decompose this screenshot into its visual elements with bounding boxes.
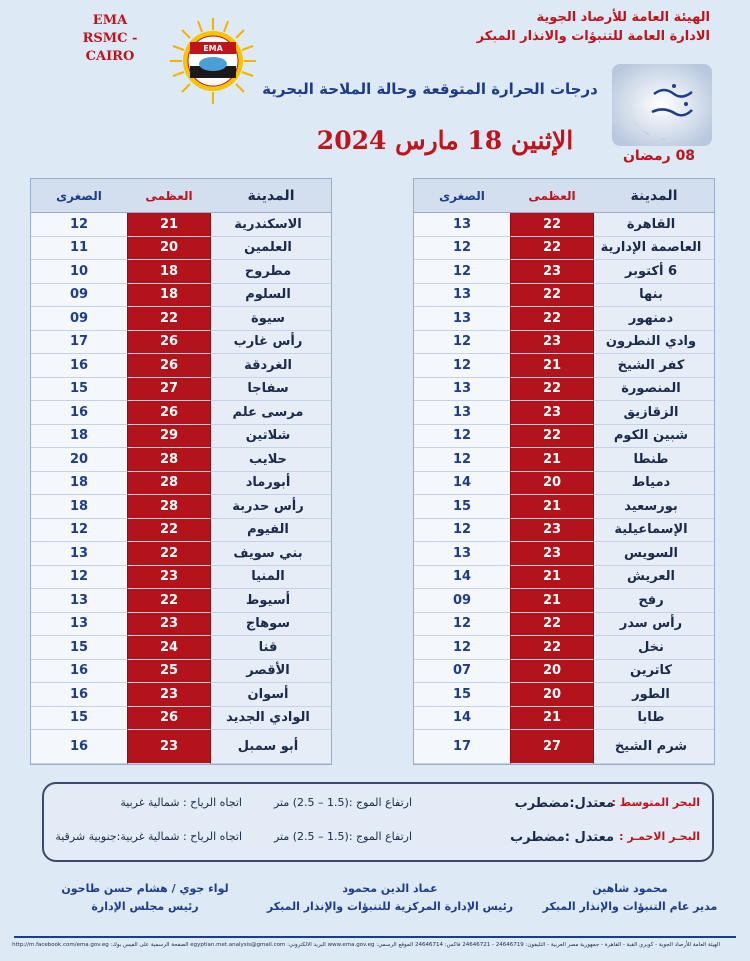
min-temp-cell: 13 [31, 613, 127, 637]
max-temp-cell: 22 [510, 307, 594, 331]
min-temp-cell: 07 [414, 660, 510, 684]
city-name-cell: أسيوط [211, 589, 331, 613]
table-row [31, 730, 331, 764]
table-header-row [414, 179, 714, 213]
column-header-min: الصغرى [414, 179, 510, 213]
table-row [31, 566, 331, 590]
city-name-cell: كاترين [594, 660, 714, 684]
max-temp-cell: 23 [127, 613, 211, 637]
table-row [31, 331, 331, 355]
max-temp-cell: 21 [510, 495, 594, 519]
city-name-cell: رأس حدربة [211, 495, 331, 519]
max-temp-cell: 28 [127, 495, 211, 519]
city-name-cell: الغردقة [211, 354, 331, 378]
footer-divider [14, 936, 736, 938]
min-temp-cell: 13 [414, 284, 510, 308]
city-name-cell: 6 أكتوبر [594, 260, 714, 284]
min-temp-cell: 13 [414, 213, 510, 237]
min-temp-cell: 20 [31, 448, 127, 472]
min-temp-cell: 16 [31, 401, 127, 425]
table-row [31, 707, 331, 731]
city-name-cell: طنطا [594, 448, 714, 472]
max-temp-cell: 26 [127, 707, 211, 731]
table-row [414, 613, 714, 637]
city-name-cell: العريش [594, 566, 714, 590]
max-temp-cell: 22 [510, 378, 594, 402]
max-temp-cell: 21 [510, 707, 594, 731]
ema-label: EMA [92, 13, 128, 28]
table-row [414, 307, 714, 331]
max-temp-cell: 26 [127, 354, 211, 378]
min-temp-cell: 14 [414, 707, 510, 731]
table-row [31, 472, 331, 496]
max-temp-cell: 22 [127, 589, 211, 613]
max-temp-cell: 26 [127, 401, 211, 425]
table-row [414, 237, 714, 261]
table-row [31, 425, 331, 449]
table-row [414, 495, 714, 519]
table-row [31, 401, 331, 425]
table-row [414, 472, 714, 496]
min-temp-cell: 13 [414, 378, 510, 402]
table-row [31, 542, 331, 566]
city-name-cell: كفر الشيخ [594, 354, 714, 378]
sea-name: البحـر الاحمـر : [619, 830, 700, 843]
min-temp-cell: 12 [414, 519, 510, 543]
table-row [31, 660, 331, 684]
max-temp-cell: 23 [510, 519, 594, 543]
city-name-cell: سفاجا [211, 378, 331, 402]
city-name-cell: الفيوم [211, 519, 331, 543]
city-name-cell: رأس سدر [594, 613, 714, 637]
signature-name: عماد الدين محمود [342, 882, 438, 895]
min-temp-cell: 12 [414, 354, 510, 378]
footer-contact-info: الهيئة العامة للأرصاد الجوية - كوبري القبة - القاهرة - جمهورية مصر العربية - التليفون: 24646719 - 24646721 فاكس: 24646714 الموقع الرسمي: www.ema.gov.eg البريد الالكتروني: egyptian.met.analysis@gmail.com الصفحة الرسمية على الفيس بوك: http://m.facebook.com/ema.gov.eg [12, 942, 720, 948]
wind-direction: اتجاه الرياح : شمالية غربية:جنوبية شرقية [55, 830, 242, 843]
max-temp-cell: 25 [127, 660, 211, 684]
max-temp-cell: 21 [127, 213, 211, 237]
min-temp-cell: 12 [31, 566, 127, 590]
city-name-cell: الطور [594, 683, 714, 707]
city-name-cell: السويس [594, 542, 714, 566]
wave-height: ارتفاع الموج :(1.5 – 2.5) متر [273, 830, 412, 843]
max-temp-cell: 22 [510, 213, 594, 237]
max-temp-cell: 27 [510, 730, 594, 764]
max-temp-cell: 23 [127, 730, 211, 764]
wave-height: ارتفاع الموج :(1.5 – 2.5) متر [273, 796, 412, 809]
min-temp-cell: 13 [31, 542, 127, 566]
table-row [414, 730, 714, 764]
max-temp-cell: 22 [510, 425, 594, 449]
max-temp-cell: 28 [127, 472, 211, 496]
org-line-1: الهيئة العامة للأرصاد الجوية [536, 10, 710, 25]
table-header-row [31, 179, 331, 213]
min-temp-cell: 16 [31, 660, 127, 684]
city-name-cell: رفح [594, 589, 714, 613]
rsmc-label: RSMC - CAIRO [82, 31, 138, 64]
signature-chairman [40, 880, 250, 916]
table-row [31, 613, 331, 637]
city-name-cell: السلوم [211, 284, 331, 308]
ema-logo-icon [168, 16, 258, 106]
city-name-cell: الزقازيق [594, 401, 714, 425]
min-temp-cell: 17 [414, 730, 510, 764]
column-header-min: الصغرى [31, 179, 127, 213]
forecast-date: الإثنين 18 مارس 2024 [316, 126, 574, 155]
right-temperature-table [413, 178, 715, 765]
max-temp-cell: 29 [127, 425, 211, 449]
column-header-city: المدينة [211, 179, 331, 213]
city-name-cell: طابا [594, 707, 714, 731]
sea-row-mediterranean [44, 796, 712, 816]
table-row [31, 519, 331, 543]
min-temp-cell: 13 [414, 401, 510, 425]
city-name-cell: سيوة [211, 307, 331, 331]
max-temp-cell: 22 [510, 636, 594, 660]
min-temp-cell: 13 [414, 542, 510, 566]
table-row [31, 284, 331, 308]
city-name-cell: المنيا [211, 566, 331, 590]
signature-title: مدير عام التنبؤات والإنذار المبكر [542, 900, 718, 913]
table-row [414, 589, 714, 613]
table-row [414, 519, 714, 543]
min-temp-cell: 09 [31, 307, 127, 331]
min-temp-cell: 13 [414, 307, 510, 331]
table-row [31, 683, 331, 707]
min-temp-cell: 12 [414, 260, 510, 284]
max-temp-cell: 20 [510, 660, 594, 684]
table-row [414, 542, 714, 566]
table-row [31, 495, 331, 519]
column-header-max: العظمى [510, 179, 594, 213]
table-row [414, 707, 714, 731]
sea-row-red-sea [44, 830, 712, 850]
min-temp-cell: 12 [414, 331, 510, 355]
min-temp-cell: 12 [414, 636, 510, 660]
sea-state-box [42, 782, 714, 862]
max-temp-cell: 22 [127, 519, 211, 543]
max-temp-cell: 21 [510, 566, 594, 590]
table-row [414, 260, 714, 284]
signature-forecast-director [530, 880, 730, 916]
table-row [414, 566, 714, 590]
table-row [31, 307, 331, 331]
table-row [414, 425, 714, 449]
table-row [414, 354, 714, 378]
max-temp-cell: 20 [127, 237, 211, 261]
table-row [414, 331, 714, 355]
max-temp-cell: 22 [127, 542, 211, 566]
city-name-cell: شبين الكوم [594, 425, 714, 449]
wind-direction: اتجاه الرياح : شمالية غربية [120, 796, 242, 809]
min-temp-cell: 15 [414, 495, 510, 519]
min-temp-cell: 14 [414, 566, 510, 590]
city-name-cell: بورسعيد [594, 495, 714, 519]
table-row [31, 213, 331, 237]
table-row [414, 401, 714, 425]
min-temp-cell: 12 [414, 237, 510, 261]
column-header-max: العظمى [127, 179, 211, 213]
max-temp-cell: 23 [510, 401, 594, 425]
city-name-cell: بني سويف [211, 542, 331, 566]
min-temp-cell: 18 [31, 472, 127, 496]
city-name-cell: رأس غارب [211, 331, 331, 355]
min-temp-cell: 12 [414, 613, 510, 637]
sea-name: البحر المتوسط : [611, 796, 700, 809]
table-row [414, 378, 714, 402]
city-name-cell: دمنهور [594, 307, 714, 331]
max-temp-cell: 23 [510, 331, 594, 355]
min-temp-cell: 11 [31, 237, 127, 261]
min-temp-cell: 16 [31, 354, 127, 378]
min-temp-cell: 09 [31, 284, 127, 308]
left-temperature-table [30, 178, 332, 765]
max-temp-cell: 24 [127, 636, 211, 660]
city-name-cell: دمياط [594, 472, 714, 496]
city-name-cell: شرم الشيخ [594, 730, 714, 764]
table-row [414, 448, 714, 472]
city-name-cell: أبو سمبل [211, 730, 331, 764]
city-name-cell: أسوان [211, 683, 331, 707]
max-temp-cell: 18 [127, 284, 211, 308]
max-temp-cell: 23 [127, 566, 211, 590]
max-temp-cell: 22 [510, 237, 594, 261]
organization-title [477, 8, 710, 46]
min-temp-cell: 15 [31, 378, 127, 402]
min-temp-cell: 12 [414, 448, 510, 472]
max-temp-cell: 26 [127, 331, 211, 355]
signature-title: رئيس مجلس الإدارة [91, 900, 199, 913]
max-temp-cell: 23 [127, 683, 211, 707]
org-line-2: الادارة العامة للتنبؤات والانذار المبكر [476, 29, 710, 44]
city-name-cell: قنا [211, 636, 331, 660]
city-name-cell: بنها [594, 284, 714, 308]
max-temp-cell: 20 [510, 472, 594, 496]
city-name-cell: المنصورة [594, 378, 714, 402]
min-temp-cell: 16 [31, 730, 127, 764]
table-row [414, 683, 714, 707]
city-name-cell: أبورماد [211, 472, 331, 496]
min-temp-cell: 18 [31, 495, 127, 519]
signature-title: رئيس الإدارة المركزية للتنبؤات والإنذار المبكر [266, 900, 514, 913]
min-temp-cell: 10 [31, 260, 127, 284]
signature-name: لواء جوي / هشام حسن طاحون [61, 882, 229, 895]
city-name-cell: مطروح [211, 260, 331, 284]
min-temp-cell: 14 [414, 472, 510, 496]
city-name-cell: الاسكندرية [211, 213, 331, 237]
table-row [31, 237, 331, 261]
min-temp-cell: 09 [414, 589, 510, 613]
city-name-cell: الأقصر [211, 660, 331, 684]
min-temp-cell: 12 [414, 425, 510, 449]
table-row [31, 589, 331, 613]
table-row [414, 636, 714, 660]
ema-header-block [60, 12, 160, 66]
table-row [31, 354, 331, 378]
ramadan-crescent-icon [612, 64, 712, 146]
max-temp-cell: 22 [127, 307, 211, 331]
min-temp-cell: 15 [31, 707, 127, 731]
min-temp-cell: 13 [31, 589, 127, 613]
city-name-cell: العاصمة الإدارية [594, 237, 714, 261]
max-temp-cell: 23 [510, 542, 594, 566]
city-name-cell: وادي النطرون [594, 331, 714, 355]
ramadan-day-label: 08 رمضان [622, 148, 696, 164]
max-temp-cell: 20 [510, 683, 594, 707]
city-name-cell: شلاتين [211, 425, 331, 449]
city-name-cell: حلايب [211, 448, 331, 472]
city-name-cell: سوهاج [211, 613, 331, 637]
table-row [31, 636, 331, 660]
sea-state: معتدل :مضطرب [510, 830, 614, 845]
city-name-cell: الإسماعيلية [594, 519, 714, 543]
city-name-cell: العلمين [211, 237, 331, 261]
column-header-city: المدينة [594, 179, 714, 213]
ema-logo-text: EMA [203, 44, 223, 53]
table-row [414, 660, 714, 684]
city-name-cell: القاهرة [594, 213, 714, 237]
signature-name: محمود شاهين [592, 882, 668, 895]
max-temp-cell: 22 [510, 284, 594, 308]
table-row [31, 260, 331, 284]
min-temp-cell: 15 [414, 683, 510, 707]
max-temp-cell: 21 [510, 589, 594, 613]
min-temp-cell: 15 [31, 636, 127, 660]
min-temp-cell: 16 [31, 683, 127, 707]
sea-state: معتدل:مضطرب [514, 796, 614, 811]
signature-central-director [255, 880, 525, 916]
max-temp-cell: 21 [510, 354, 594, 378]
page-subtitle: درجات الحرارة المتوقعة وحالة الملاحة البحرية [262, 80, 598, 98]
max-temp-cell: 27 [127, 378, 211, 402]
city-name-cell: نخل [594, 636, 714, 660]
max-temp-cell: 28 [127, 448, 211, 472]
city-name-cell: مرسى علم [211, 401, 331, 425]
min-temp-cell: 17 [31, 331, 127, 355]
max-temp-cell: 22 [510, 613, 594, 637]
max-temp-cell: 23 [510, 260, 594, 284]
min-temp-cell: 12 [31, 213, 127, 237]
min-temp-cell: 18 [31, 425, 127, 449]
table-row [31, 448, 331, 472]
city-name-cell: الوادي الجديد [211, 707, 331, 731]
max-temp-cell: 21 [510, 448, 594, 472]
table-row [414, 213, 714, 237]
table-row [414, 284, 714, 308]
max-temp-cell: 18 [127, 260, 211, 284]
min-temp-cell: 12 [31, 519, 127, 543]
table-row [31, 378, 331, 402]
